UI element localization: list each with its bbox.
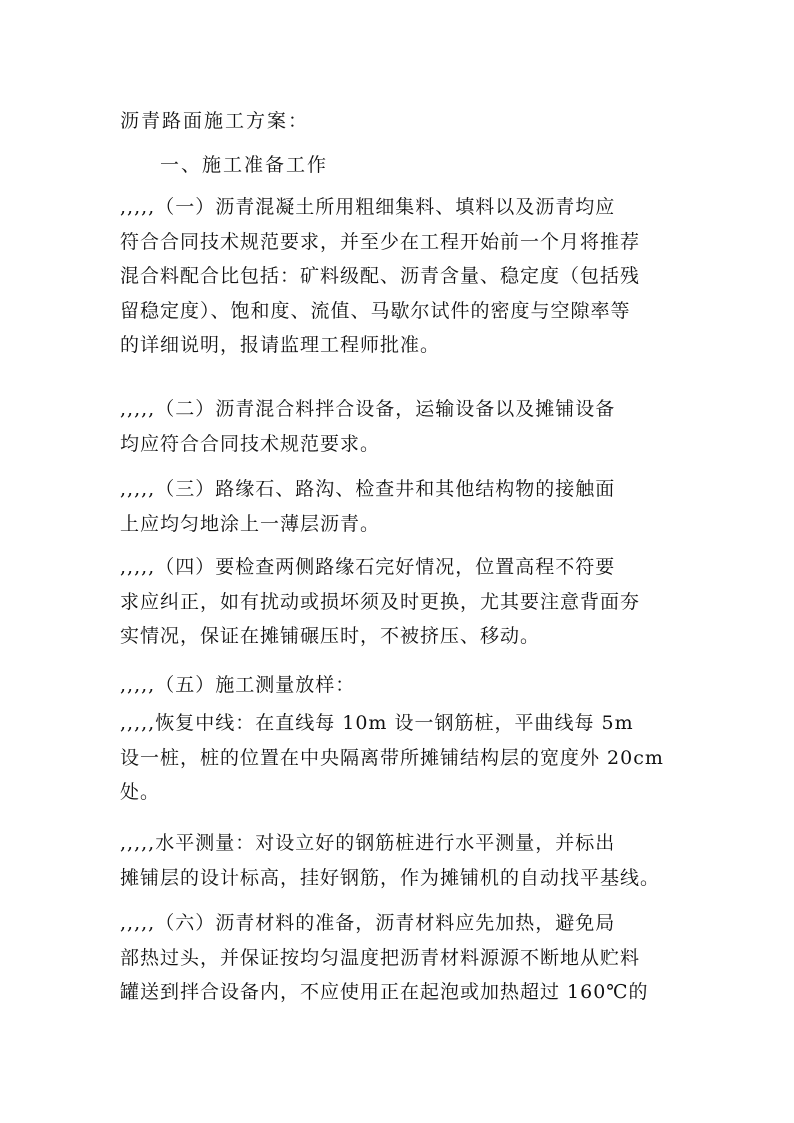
paragraph-line: 均应符合合同技术规范要求。 — [120, 432, 381, 455]
paragraph-line: 摊铺层的设计标高，挂好钢筋，作为摊铺机的自动找平基线。 — [120, 866, 661, 889]
paragraph-centerline — [120, 706, 676, 810]
paragraph-line: ,,,,,（二）沥青混合料拌合设备，运输设备以及摊铺设备 — [120, 398, 616, 420]
paragraph-line: ,,,,,（五）施工测量放样： — [120, 674, 356, 696]
paragraph-line: 处。 — [120, 781, 161, 803]
paragraph-curb-check — [120, 550, 676, 654]
paragraph-line: 符合合同技术规范要求，并至少在工程开始前一个月将推荐 — [120, 230, 641, 253]
paragraph-line: ,,,,,（一）沥青混凝土所用粗细集料、填料以及沥青均应 — [120, 196, 616, 218]
paragraph-leveling — [120, 826, 676, 895]
paragraph-line: ,,,,,（六）沥青材料的准备，沥青材料应先加热，避免局 — [120, 912, 616, 934]
paragraph-line: 部热过头，并保证按均匀温度把沥青材料源源不断地从贮料 — [120, 946, 641, 969]
paragraph-line: 混合料配合比包括：矿料级配、沥青含量、稳定度（包括残 — [120, 265, 641, 287]
paragraph-materials — [120, 190, 676, 363]
paragraph-survey-heading — [120, 668, 676, 703]
paragraph-line: ,,,,,水平测量：对设立好的钢筋桩进行水平测量，并标出 — [120, 832, 616, 854]
section-heading: 一、施工准备工作 — [160, 154, 329, 176]
paragraph-line: ,,,,,恢复中线：在直线每 10m 设一钢筋桩，平曲线每 5m — [120, 712, 634, 734]
paragraph-line: 上应均匀地涂上一薄层沥青。 — [120, 512, 381, 535]
document-title: 沥青路面施工方案： — [120, 110, 310, 132]
paragraph-line: 设一桩，桩的位置在中央隔离带所摊铺结构层的宽度外 20cm — [120, 746, 664, 769]
paragraph-line: 罐送到拌合设备内，不应使用正在起泡或加热超过 160℃的 — [120, 981, 649, 1003]
paragraph-contact-surfaces — [120, 472, 676, 541]
paragraph-line: ,,,,,（三）路缘石、路沟、检查井和其他结构物的接触面 — [120, 478, 616, 500]
paragraph-line: 的详细说明，报请监理工程师批准。 — [120, 334, 441, 356]
paragraph-line: 求应纠正，如有扰动或损坏须及时更换，尤其要注意背面夯 — [120, 590, 641, 613]
paragraph-line: 实情况，保证在摊铺碾压时，不被挤压、移动。 — [120, 625, 541, 647]
paragraph-asphalt-prep — [120, 906, 676, 1010]
paragraph-line: ,,,,,（四）要检查两侧路缘石完好情况，位置高程不符要 — [120, 556, 616, 578]
paragraph-equipment — [120, 392, 676, 461]
paragraph-line: 留稳定度）、饱和度、流值、马歇尔试件的密度与空隙率等 — [120, 299, 631, 322]
